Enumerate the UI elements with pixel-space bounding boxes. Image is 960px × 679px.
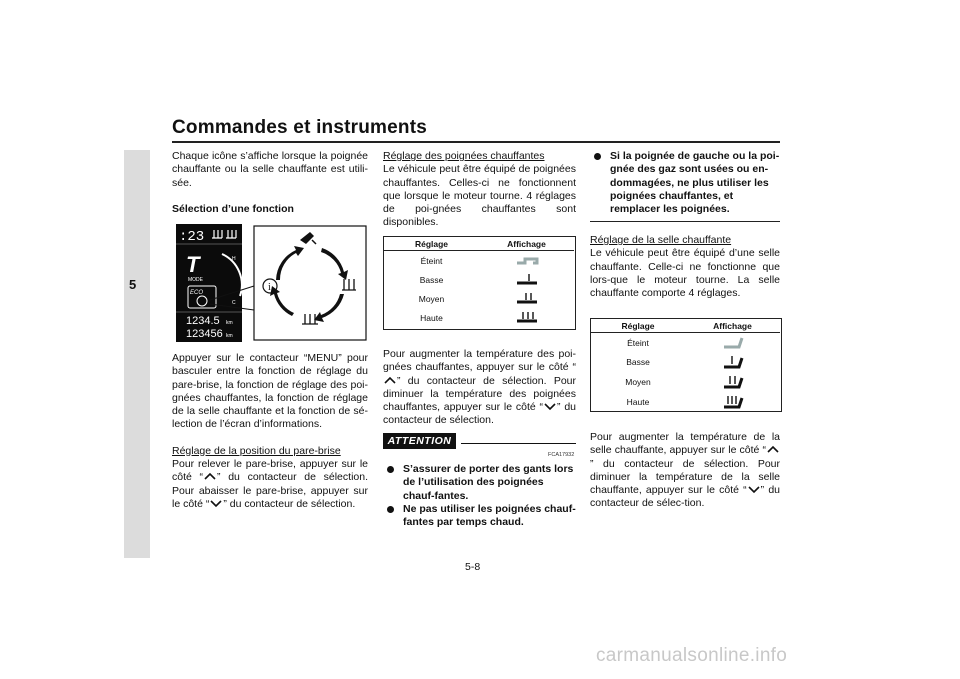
table-row: Haute — [384, 308, 574, 327]
intro-text: Chaque icône s’affiche lorsque la poignée chauffante ou la selle chauffante est utili-sée. — [172, 150, 368, 189]
list-item: Ne pas utiliser les poignées chauf-fantes par temps chaud. — [383, 503, 576, 530]
column-1-lower — [172, 352, 368, 511]
heated-seat-icon — [302, 314, 318, 324]
seat-off-icon — [721, 334, 745, 350]
grip-table-header-display: Affichage — [479, 237, 574, 251]
gauge-c: C — [232, 300, 236, 306]
seat-high-icon — [721, 392, 745, 410]
gauge-h: H — [232, 256, 236, 262]
seat-table — [591, 319, 780, 412]
mode-label: MODE — [188, 277, 203, 283]
grip-low-icon — [515, 271, 539, 287]
grip-high-icon — [515, 309, 539, 325]
grip-subheading: Réglage des poignées chauffantes — [383, 150, 545, 162]
grip-off-icon — [515, 253, 539, 267]
seat-table-header-setting: Réglage — [591, 319, 685, 333]
odo-text-2: 123456 — [186, 328, 223, 340]
odo-unit-1: km — [226, 320, 233, 326]
attention-label: ATTENTION — [383, 433, 456, 449]
column-3-seat — [590, 234, 780, 300]
attention-end-rule — [590, 221, 780, 222]
table-row: Haute — [591, 392, 780, 412]
table-row: Basse — [591, 352, 780, 372]
seat-medium-icon — [721, 372, 745, 390]
eco-text: ECO — [190, 290, 204, 296]
chevron-down-icon — [747, 485, 761, 494]
seat-low-icon — [721, 352, 745, 370]
odo-text-1: 1234.5 — [186, 315, 220, 327]
table-row: Basse — [384, 270, 574, 289]
page-number: 5-8 — [465, 561, 481, 573]
heated-grip-icon — [342, 279, 356, 290]
column-3 — [590, 150, 780, 216]
function-selection-figure — [172, 224, 368, 342]
column-2-lower — [383, 348, 576, 428]
column-1 — [172, 150, 368, 216]
grip-medium-icon — [515, 290, 539, 306]
table-row: Éteint — [591, 333, 780, 353]
menu-paragraph: Appuyer sur le contacteur “MENU” pour basculer entre la fonction de réglage du pare-brise, la fonction de réglage des poi-gnées chauffantes, la fonction de réglage de la selle chauffante et la fonction de sé-lection de l’écran d’informations. — [172, 352, 368, 431]
chapter-tab — [124, 150, 150, 558]
list-item: S’assurer de porter des gants lors de l’utilisation des poignées chauf-fantes. — [383, 463, 576, 503]
chevron-up-icon — [766, 445, 780, 454]
svg-text:i: i — [268, 282, 271, 293]
chevron-up-icon — [203, 472, 217, 481]
seat-temp-paragraph: Pour augmenter la température de la selle chauffante, appuyer sur le côté “ ” du contacteur de sélection. Pour diminuer la température de la selle chauffante, appuyer sur le côté “ ” du contacteur de sélec-tion. — [590, 431, 780, 510]
grip-table-header-setting: Réglage — [384, 237, 479, 251]
seat-subheading: Réglage de la selle chauffante — [590, 234, 732, 246]
attention-code: FCA17932 — [548, 452, 575, 458]
list-item: Si la poignée de gauche ou la poi-gnée des gaz sont usées ou en-dommagées, ne plus utiliser les poignées chauffantes, et remplacer les poignées. — [590, 150, 780, 216]
odo-unit-2: km — [226, 333, 233, 339]
table-row: Moyen — [591, 372, 780, 392]
seat-paragraph: Le véhicule peut être équipé d’une selle chauffante. Celle-ci ne fonctionne que lors-que le moteur tourne. La selle chauffante comporte 4 réglages. — [590, 247, 780, 300]
grip-temp-paragraph: Pour augmenter la température des poi-gnées chauffantes, appuyer sur le côté “ ” du contacteur de sélection. Pour diminuer la température des poignées chauffantes, appuyer sur le côté “ ” du contacteur de sélection. — [383, 348, 576, 427]
seat-table-header-display: Affichage — [685, 319, 780, 333]
title-rule — [172, 141, 780, 143]
mode-letter: T — [186, 252, 200, 277]
windscreen-paragraph: Pour relever le pare-brise, appuyer sur le côté “ ” du contacteur de sélection. Pour abaisser le pare-brise, appuyer sur le côté “ ” du contacteur de sélection. — [172, 458, 368, 510]
chevron-down-icon — [209, 499, 223, 508]
section-heading: Sélection d’une fonction — [172, 202, 294, 215]
windscreen-subheading: Réglage de la position du pare-brise — [172, 444, 341, 457]
chevron-up-icon — [383, 376, 397, 385]
grip-table — [384, 237, 574, 327]
attention-banner — [383, 433, 576, 449]
table-row: Éteint — [384, 251, 574, 271]
attention-bullets — [383, 463, 576, 529]
page-title: Commandes et instruments — [172, 117, 428, 138]
clock-text: :23 — [179, 229, 205, 245]
chapter-number: 5 — [129, 277, 137, 292]
column-2 — [383, 150, 576, 230]
watermark: carmanualsonline.info — [596, 645, 788, 666]
grip-paragraph: Le véhicule peut être équipé de poignées chauffantes. Celles-ci ne fonctionnent que lorsque le moteur tourne. 4 réglages de poi-gnées chauffantes sont disponibles. — [383, 163, 576, 229]
table-row: Moyen — [384, 289, 574, 308]
column-3-lower — [590, 431, 780, 511]
chevron-down-icon — [543, 402, 557, 411]
